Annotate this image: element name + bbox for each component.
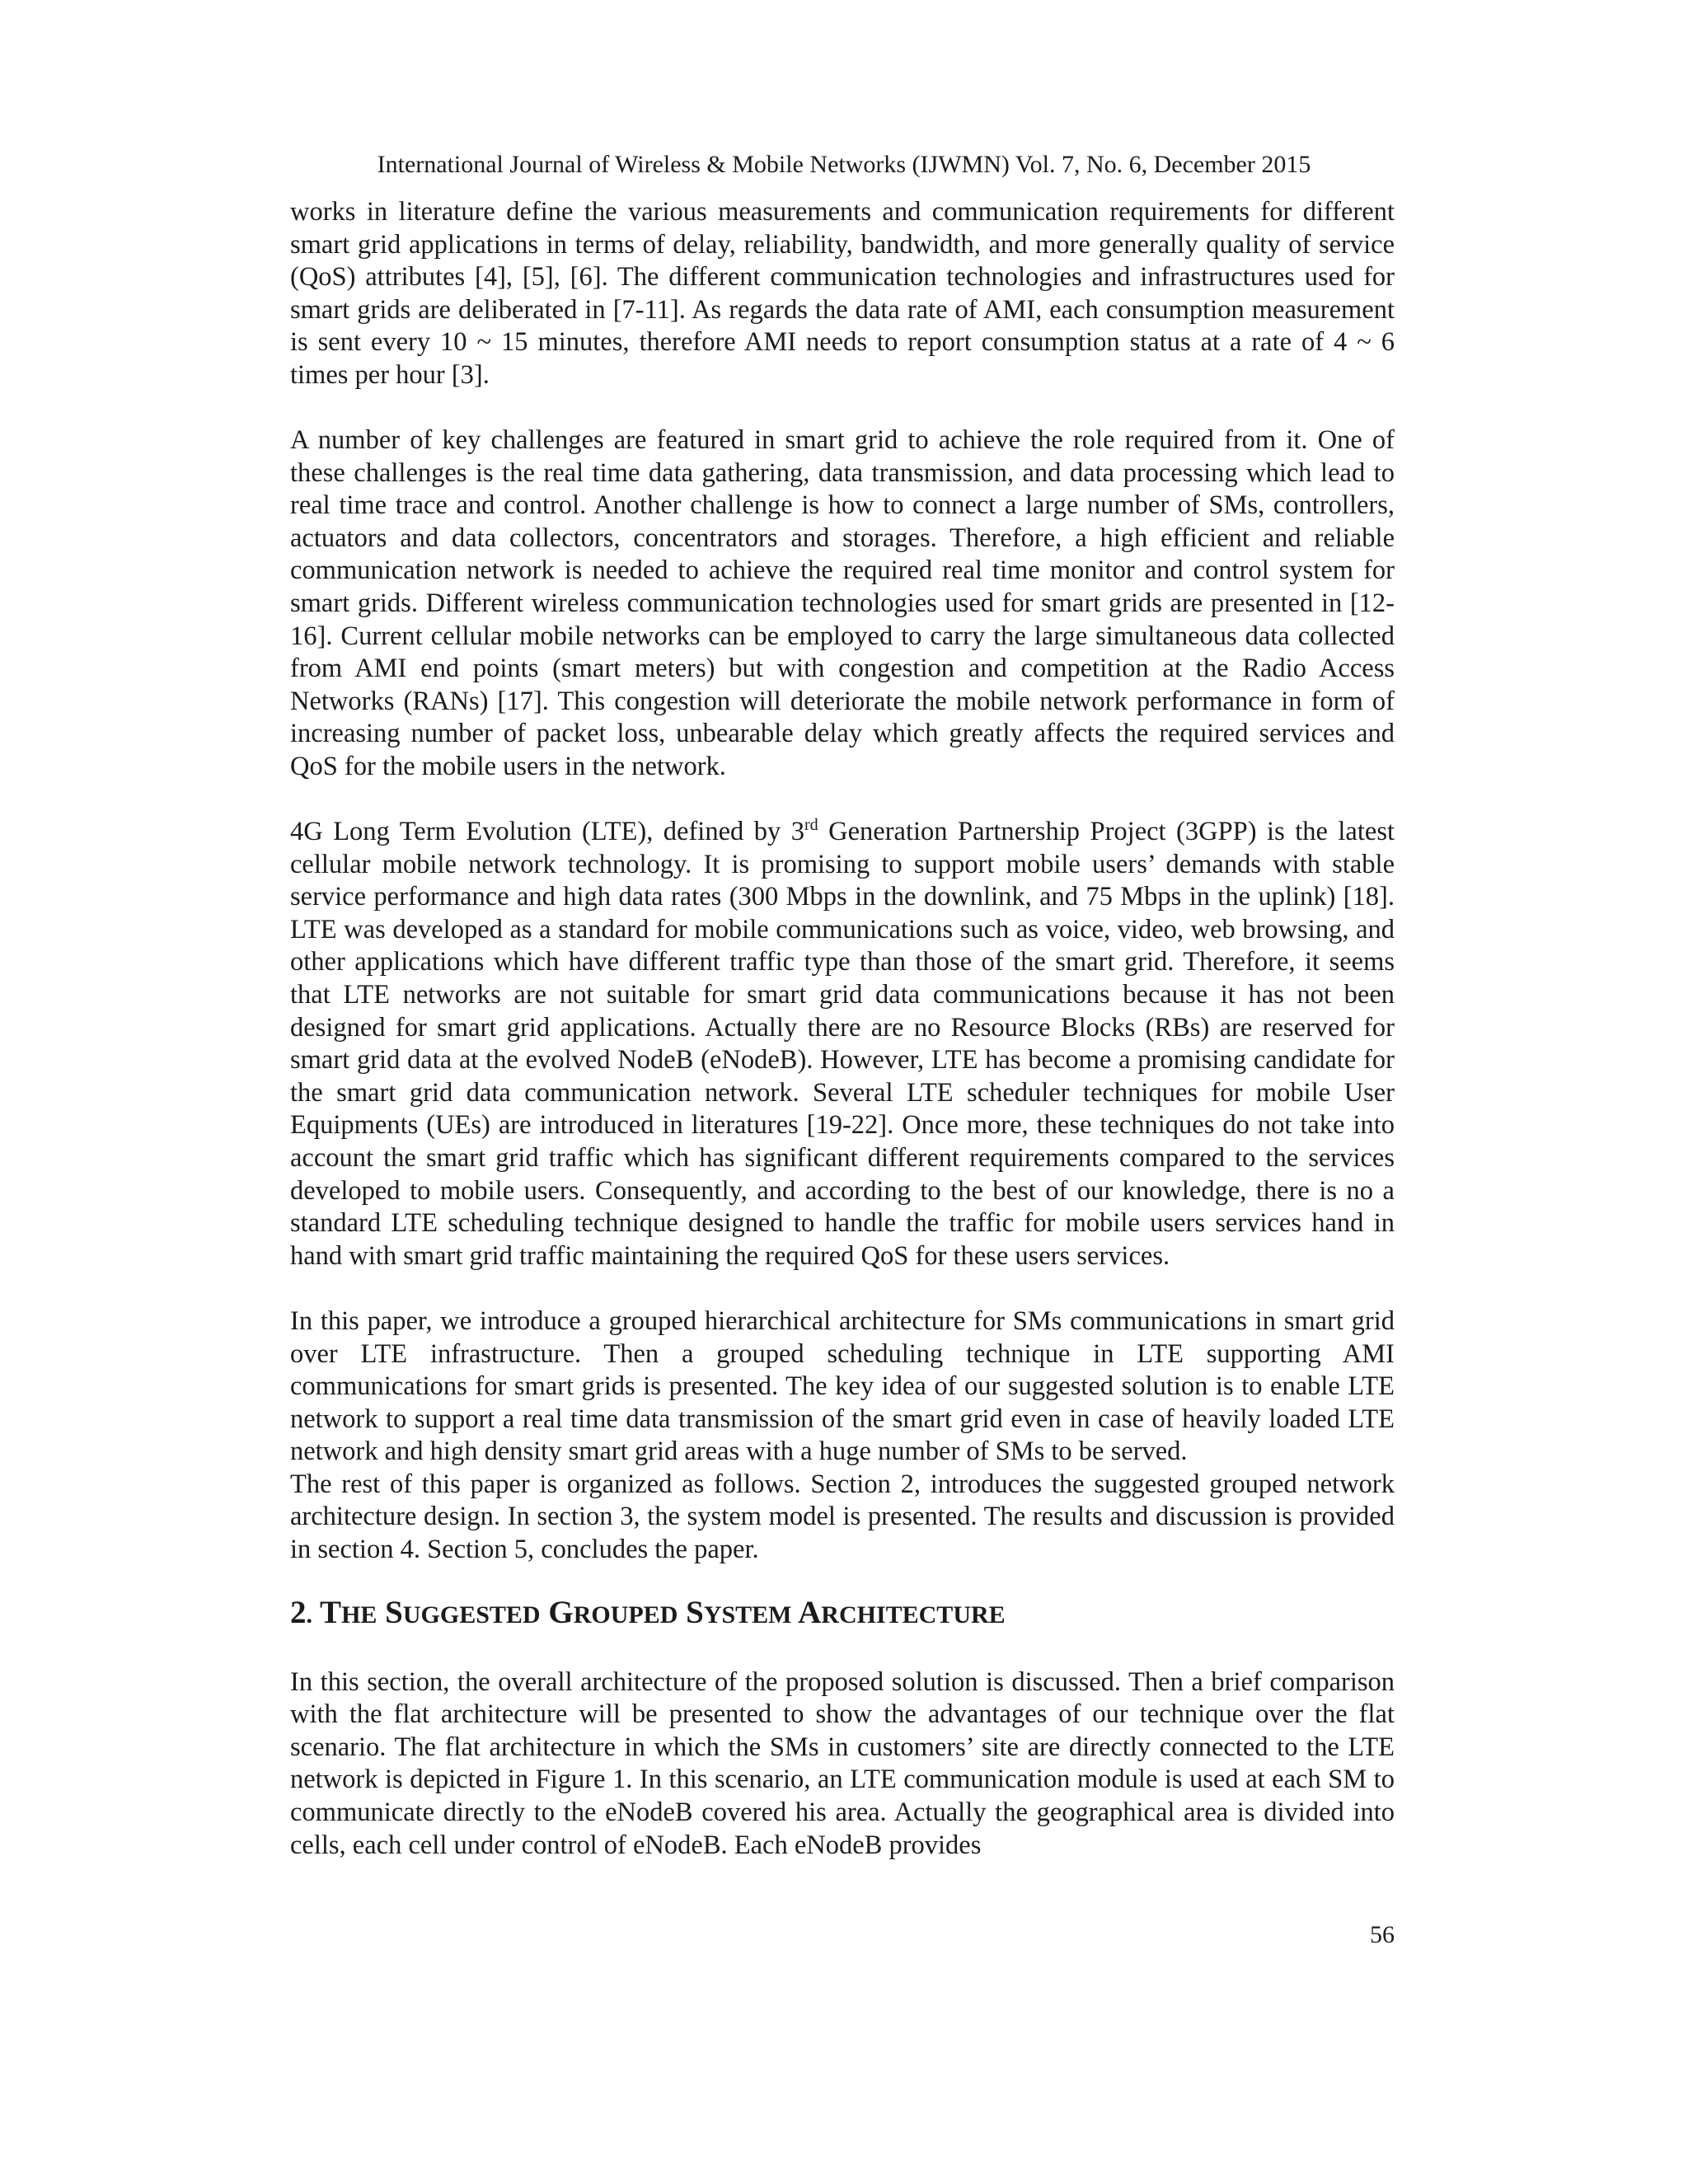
paragraph-challenges: A number of key challenges are featured in smart grid to achieve the role required from it. One of these challenges is the real time data gathering, data transmission, and data processing which lead to real time trace and control. Another challenge is how to connect a large number of SMs, controllers, actuators and data collectors, concentrators and storages. Therefore, a high efficient and reliable communication network is needed to achieve the required real time monitor and control system for smart grids. Different wireless communication technologies used for smart grids are presented in [12-16]. Current cellular mobile networks can be employed to carry the large simultaneous data collected from AMI end points (smart meters) but with congestion and competition at the Radio Access Networks (RANs) [17]. This congestion will deteriorate the mobile network performance in form of increasing number of packet loss, unbearable delay which greatly affects the required services and QoS for the mobile users in the network. — [290, 425, 1395, 781]
heading-gap — [290, 1567, 1395, 1595]
heading-capital: S — [686, 1594, 704, 1630]
running-header: International Journal of Wireless & Mobile Networks (IJWMN) Vol. 7, No. 6, December 2015 — [377, 151, 1311, 178]
paragraph-organization: The rest of this paper is organized as follows. Section 2, introduces the suggested grouped network architecture design. In section 3, the system model is presented. The results and discussion is provided in section 4. Section 5, concludes the paper. — [290, 1469, 1395, 1565]
section-heading — [290, 1595, 1395, 1633]
paragraph-gap — [290, 1272, 1395, 1305]
heading-capital: T — [320, 1594, 342, 1630]
paragraph-section-2: In this section, the overall architecture of the proposed solution is discussed. Then a brief comparison with the flat architecture will be presented to show the advantages of our technique over the flat scenario. The flat architecture in which the SMs in customers’ site are directly connected to the LTE network is depicted in Figure 1. In this scenario, an LTE communication module is used at each SM to communicate directly to the eNodeB covered his area. Actually the geographical area is divided into cells, each cell under control of eNodeB. Each eNodeB provides — [290, 1666, 1395, 1860]
heading-smallcaps: YSTEM — [703, 1601, 792, 1629]
heading-smallcaps: RCHITECTURE — [821, 1601, 1006, 1629]
lte-text-rest: Generation Partnership Project (3GPP) is the latest cellular mobile network technology. It is promising to support mobile users’ demands with stable service performance and high data rates (300 Mbps in the downlink, and 75 Mbps in the uplink) [18]. LTE was developed as a standard for mobile communications such as voice, video, web browsing, and other applications which have different traffic type than those of the smart grid. Therefore, it seems that LTE networks are not suitable for smart grid data communications because it has not been designed for smart grid applications. Actually there are no Resource Blocks (RBs) are reserved for smart grid data at the evolved NodeB (eNodeB). However, LTE has become a promising candidate for the smart grid data communication network. Several LTE scheduler techniques for mobile User Equipments (UEs) are introduced in literatures [19-22]. Once more, these techniques do not take into account the smart grid traffic which has significant different requirements compared to the services developed to mobile users. Consequently, and according to the best of our knowledge, there is no a standard LTE scheduling technique designed to handle the traffic for mobile users services hand in hand with smart grid traffic maintaining the required QoS for these users services. — [290, 817, 1395, 1271]
heading-smallcaps: ROUPED — [573, 1601, 678, 1629]
paragraph-gap — [290, 392, 1395, 425]
ordinal-superscript: rd — [804, 816, 818, 835]
page-body — [290, 196, 1395, 1862]
heading-capital: 2 — [290, 1594, 307, 1630]
heading-capital: A — [798, 1594, 822, 1630]
heading-smallcaps: UGGESTED — [402, 1601, 541, 1629]
heading-capital: S — [385, 1594, 403, 1630]
page-number: 56 — [1370, 1921, 1395, 1948]
heading-capital: G — [548, 1594, 574, 1630]
paragraph-introduction: In this paper, we introduce a grouped hierarchical architecture for SMs communications in smart grid over LTE infrastructure. Then a grouped scheduling technique in LTE supporting AMI communications for smart grids is presented. The key idea of our suggested solution is to enable LTE network to support a real time data transmission of the smart grid even in case of heavily loaded LTE network and high density smart grid areas with a huge number of SMs to be served. — [290, 1305, 1395, 1467]
section-heading-text — [290, 1595, 1006, 1630]
lte-text-start: 4G Long Term Evolution (LTE), defined by 3 — [290, 817, 804, 847]
paragraph-gap — [290, 784, 1395, 817]
heading-smallcaps: HE — [341, 1601, 377, 1629]
paragraph-lte — [290, 816, 1395, 1272]
paragraph-requirements: works in literature define the various measurements and communication requirements for different smart grid applications in terms of delay, reliability, bandwidth, and more generally quality of service (QoS) attributes [4], [5], [6]. The different communication technologies and infrastructures used for smart grids are deliberated in [7-11]. As regards the data rate of AMI, each consumption measurement is sent every 10 ~ 15 minutes, therefore AMI needs to report consumption status at a rate of 4 ~ 6 times per hour [3]. — [290, 197, 1395, 390]
heading-smallcaps: . — [306, 1601, 312, 1629]
heading-gap — [290, 1633, 1395, 1666]
